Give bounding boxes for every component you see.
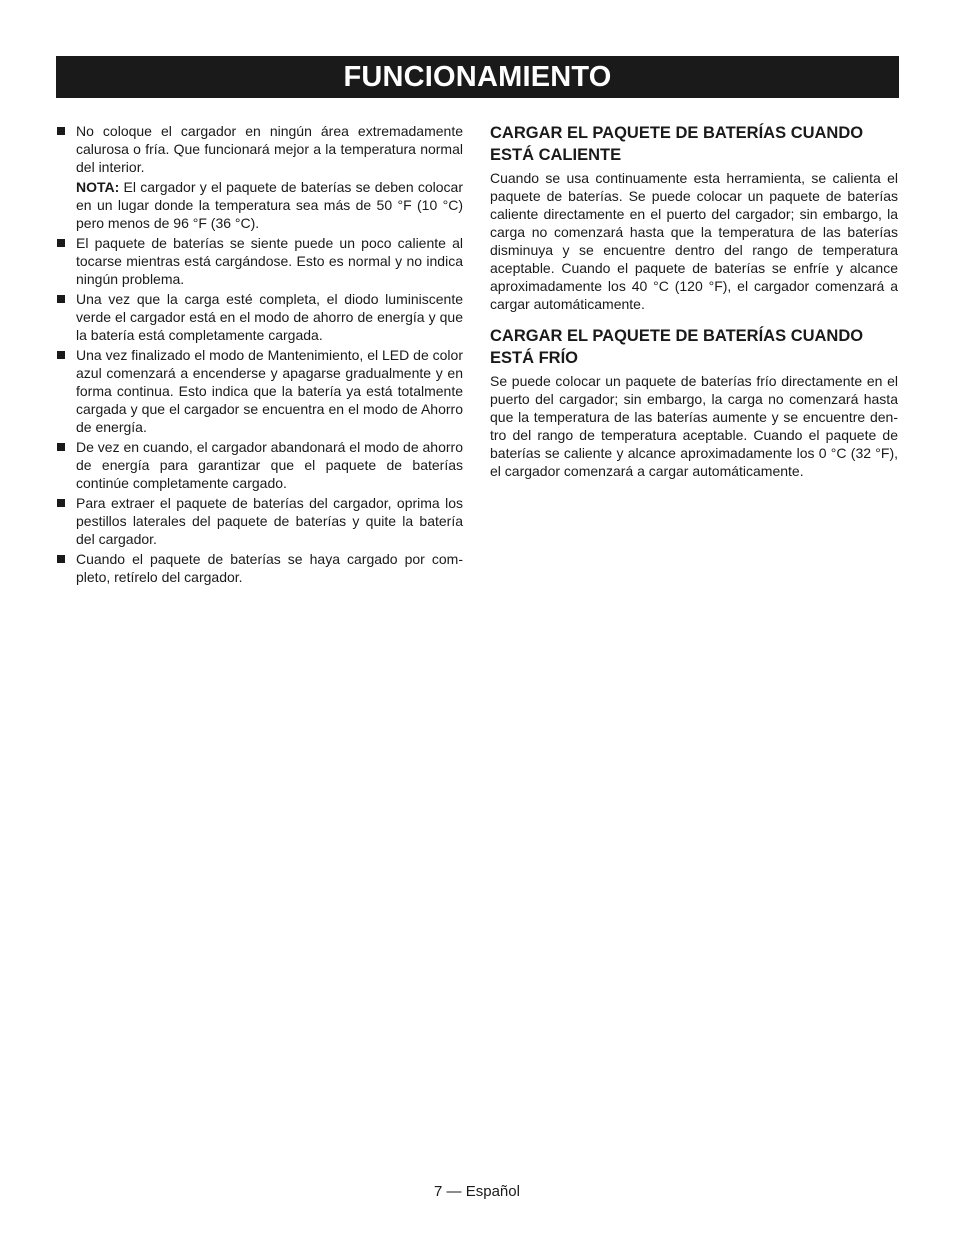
list-item xyxy=(56,494,463,548)
list-item-text: Una vez que la carga esté completa, el diodo luminiscente verde el cargador está en el modo de ahorro de energía y que la batería está completamente cargada. xyxy=(76,291,463,343)
list-item-text: De vez en cuando, el cargador abandonará el modo de ahorro de energía para garantizar que el paquete de baterías continúe completamente cargado. xyxy=(76,439,463,491)
right-column xyxy=(490,122,898,492)
section-heading: CARGAR EL PAQUETE DE BATERÍAS CUANDO ESTÁ CALIENTE xyxy=(490,124,864,164)
left-column xyxy=(56,122,463,588)
section-title-bar xyxy=(56,56,899,98)
list-item-text: Cuando el paquete de baterías se haya cargado por completo, retírelo del cargador. xyxy=(76,551,463,585)
list-item xyxy=(56,290,463,344)
list-item xyxy=(56,122,463,232)
section-heading: CARGAR EL PAQUETE DE BATERÍAS CUANDO ESTÁ FRÍO xyxy=(490,327,864,367)
list-item xyxy=(56,234,463,288)
list-item xyxy=(56,550,463,586)
page-title: FUNCIONAMIENTO xyxy=(343,61,612,93)
bullet-square-icon xyxy=(57,295,65,303)
note-label: NOTA: xyxy=(76,179,120,195)
bullet-square-icon xyxy=(57,127,65,135)
note xyxy=(76,178,463,232)
bullet-square-icon xyxy=(57,555,65,563)
page-footer: 7 — Español xyxy=(434,1183,520,1200)
bullet-square-icon xyxy=(57,443,65,451)
list-item xyxy=(56,438,463,492)
section-body: Cuando se usa continuamente esta herramienta, se calienta el paquete de baterías. Se puede colocar un paquete de baterías caliente directamente en el puerto del cargador; sin embargo, la carga no comenzará hasta que la temperatura de las baterías disminuya y se encuentre dentro del rango de temperatura aceptable. Cuando el paquete de baterías se enfríe y alcance aproximadamente los 40 °C (120 °F), el cargador comenzará a cargar automáticamente. xyxy=(490,170,898,312)
list-item-text: No coloque el cargador en ningún área extremadamente calurosa o fría. Que funcionará mejor a la temperatura normal del interior. xyxy=(76,123,463,175)
list-item xyxy=(56,346,463,436)
section-body: Se puede colocar un paquete de baterías frío directamente en el puerto del cargador; sin embargo, la carga no comenzará hasta que la temperatura de las baterías aumente y se encuentre dentro del rango de temperatura aceptable. Cuando el paquete de baterías se caliente y alcance aproximadamente los 0 °C (32 °F), el cargador comenzará a cargar automáticamente. xyxy=(490,373,898,479)
list-item-text: Una vez finalizado el modo de Mantenimiento, el LED de color azul comenzará a encenderse y apagarse gradualmente y en forma continua. Esto indica que la batería ya está totalmente cargada y que el cargador se encuentra en el modo de Ahorro de energía. xyxy=(76,347,463,435)
bullet-square-icon xyxy=(57,499,65,507)
bullet-square-icon xyxy=(57,351,65,359)
note-text: El cargador y el paquete de baterías se deben colocar en un lugar donde la temperatura sea más de 50 °F (10 °C) pero menos de 96 °F (36 °C). xyxy=(76,179,463,231)
list-item-text: Para extraer el paquete de baterías del cargador, oprima los pestillos laterales del paquete de baterías y quite la batería del cargador. xyxy=(76,495,463,547)
section-hot-battery xyxy=(490,122,898,313)
list-item-text: El paquete de baterías se siente puede un poco caliente al tocarse mientras está cargándose. Esto es normal y no indica ningún problema. xyxy=(76,235,463,287)
section-cold-battery xyxy=(490,325,898,480)
bullet-square-icon xyxy=(57,239,65,247)
bullet-list xyxy=(56,122,463,586)
